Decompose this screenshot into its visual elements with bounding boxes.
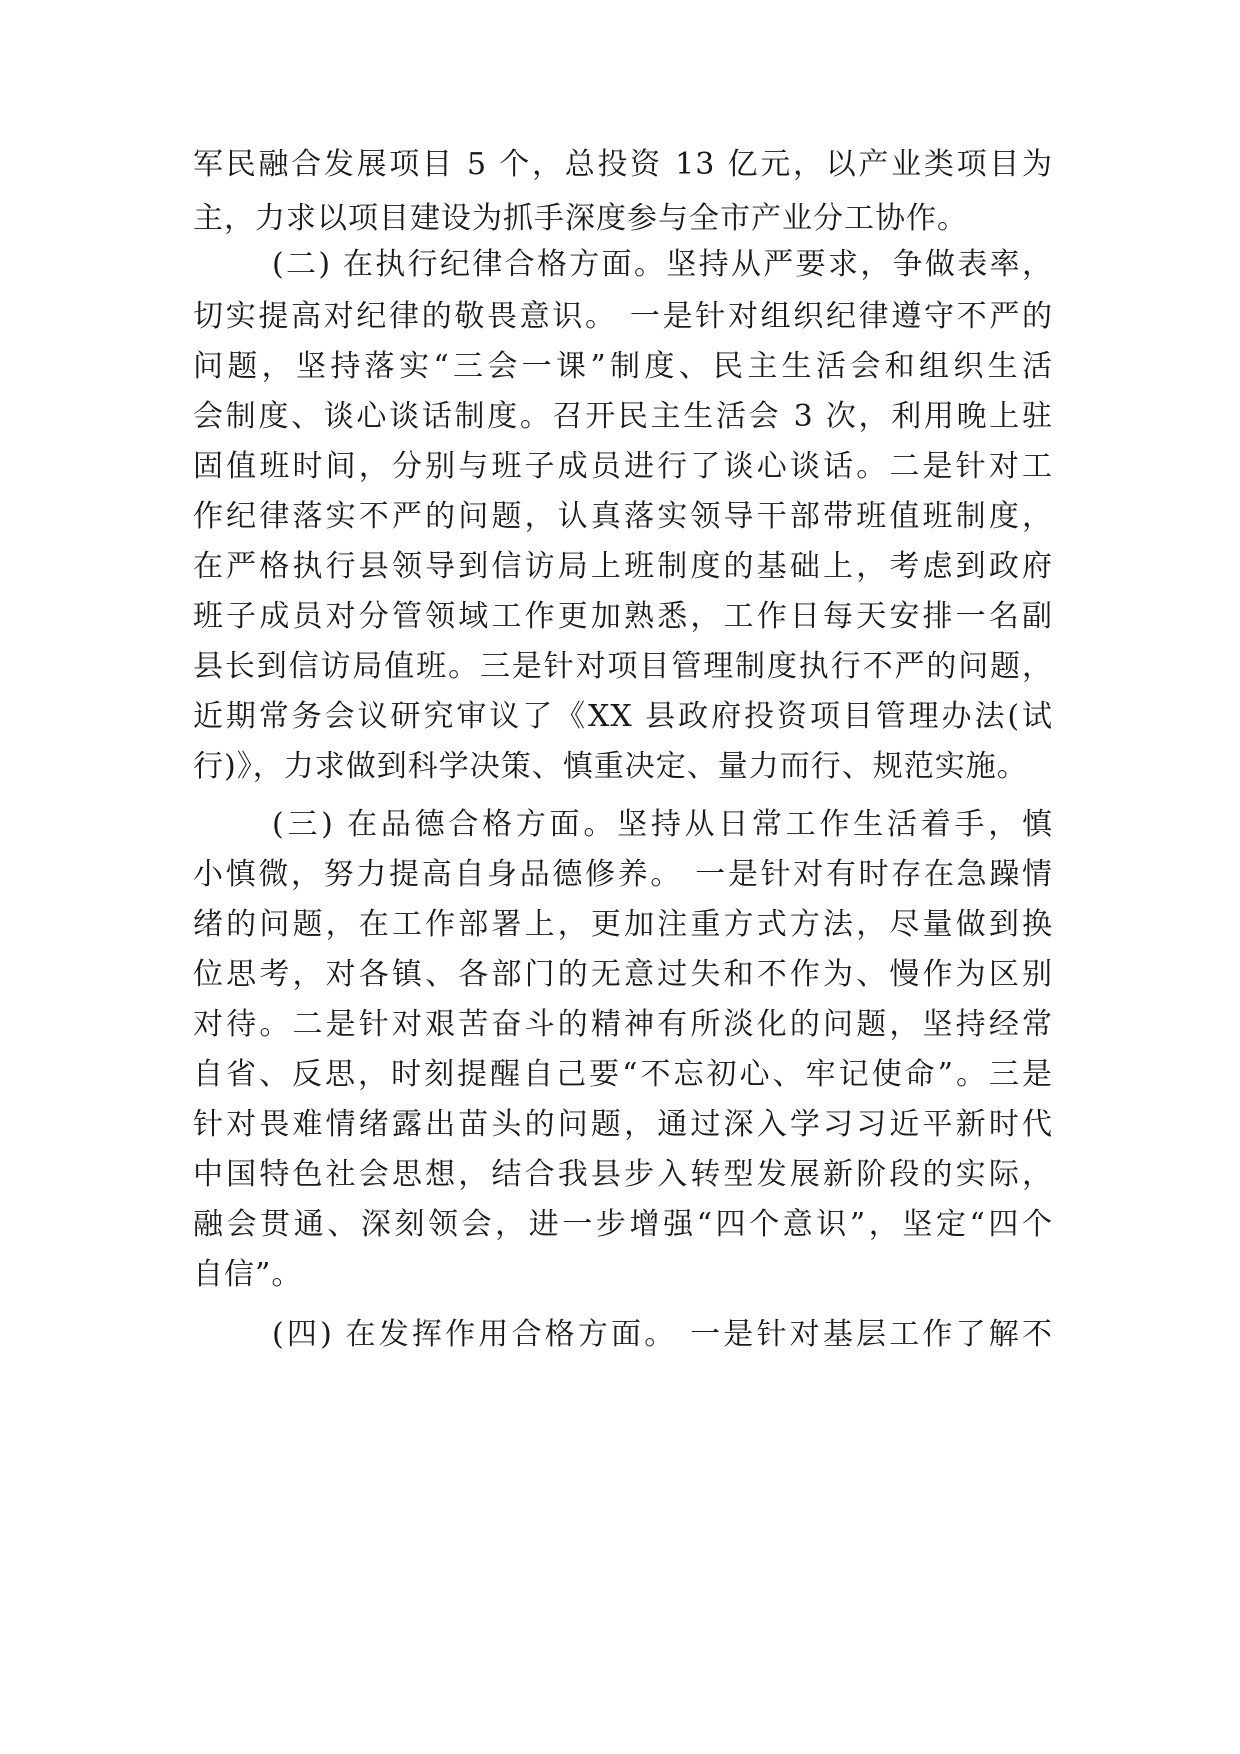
text-line-6: 会制度、谈心谈话制度。召开民主生活会 3 次，利用晚上驻 [193,399,1053,434]
text-line-12: 近期常务会议研究审议了《XX 县政府投资项目管理办法(试 [193,699,1053,734]
text-line-15: 小慎微，努力提高自身品德修养。 一是针对有时存在急躁情 [193,857,1053,892]
text-line-22: 融会贯通、深刻领会，进一步增强“四个意识”，坚定“四个 [193,1207,1053,1242]
text-line-17: 位思考，对各镇、各部门的无意过失和不作为、慢作为区别 [193,957,1053,992]
section-heading-4: (四) 在发挥作用合格方面。 一是针对基层工作了解不 [272,1317,1053,1352]
text-line-18: 对待。二是针对艰苦奋斗的精神有所淡化的问题，坚持经常 [193,1007,1053,1042]
text-line-9: 在严格执行县领导到信访局上班制度的基础上，考虑到政府 [193,549,1053,584]
text-line-20: 针对畏难情绪露出苗头的问题，通过深入学习习近平新时代 [193,1107,1053,1142]
text-line-23: 自信”。 [193,1257,303,1292]
text-line-13: 行)》，力求做到科学决策、慎重决定、量力而行、规范实施。 [193,749,1028,784]
text-line-5: 问题，坚持落实“三会一课”制度、民主生活会和组织生活 [193,349,1053,384]
text-line-7: 固值班时间，分别与班子成员进行了谈心谈话。二是针对工 [193,449,1053,484]
text-line-10: 班子成员对分管领域工作更加熟悉，工作日每天安排一名副 [193,599,1053,634]
text-line-16: 绪的问题，在工作部署上，更加注重方式方法，尽量做到换 [193,907,1053,942]
text-line-21: 中国特色社会思想，结合我县步入转型发展新阶段的实际， [193,1157,1053,1192]
text-line-19: 自省、反思，时刻提醒自己要“不忘初心、牢记使命”。三是 [193,1057,1053,1092]
text-line-8: 作纪律落实不严的问题，认真落实领导干部带班值班制度， [193,499,1053,534]
section-heading-3: (三) 在品德合格方面。坚持从日常工作生活着手，慎 [272,807,1053,842]
text-line-2: 主，力求以项目建设为抓手深度参与全市产业分工协作。 [193,201,968,236]
text-line-11: 县长到信访局值班。三是针对项目管理制度执行不严的问题， [193,649,1053,684]
text-line-1: 军民融合发展项目 5 个，总投资 13 亿元，以产业类项目为 [193,147,1053,182]
text-line-4: 切实提高对纪律的敬畏意识。 一是针对组织纪律遵守不严的 [193,299,1053,334]
section-heading-2: (二) 在执行纪律合格方面。坚持从严要求，争做表率， [272,247,1053,282]
